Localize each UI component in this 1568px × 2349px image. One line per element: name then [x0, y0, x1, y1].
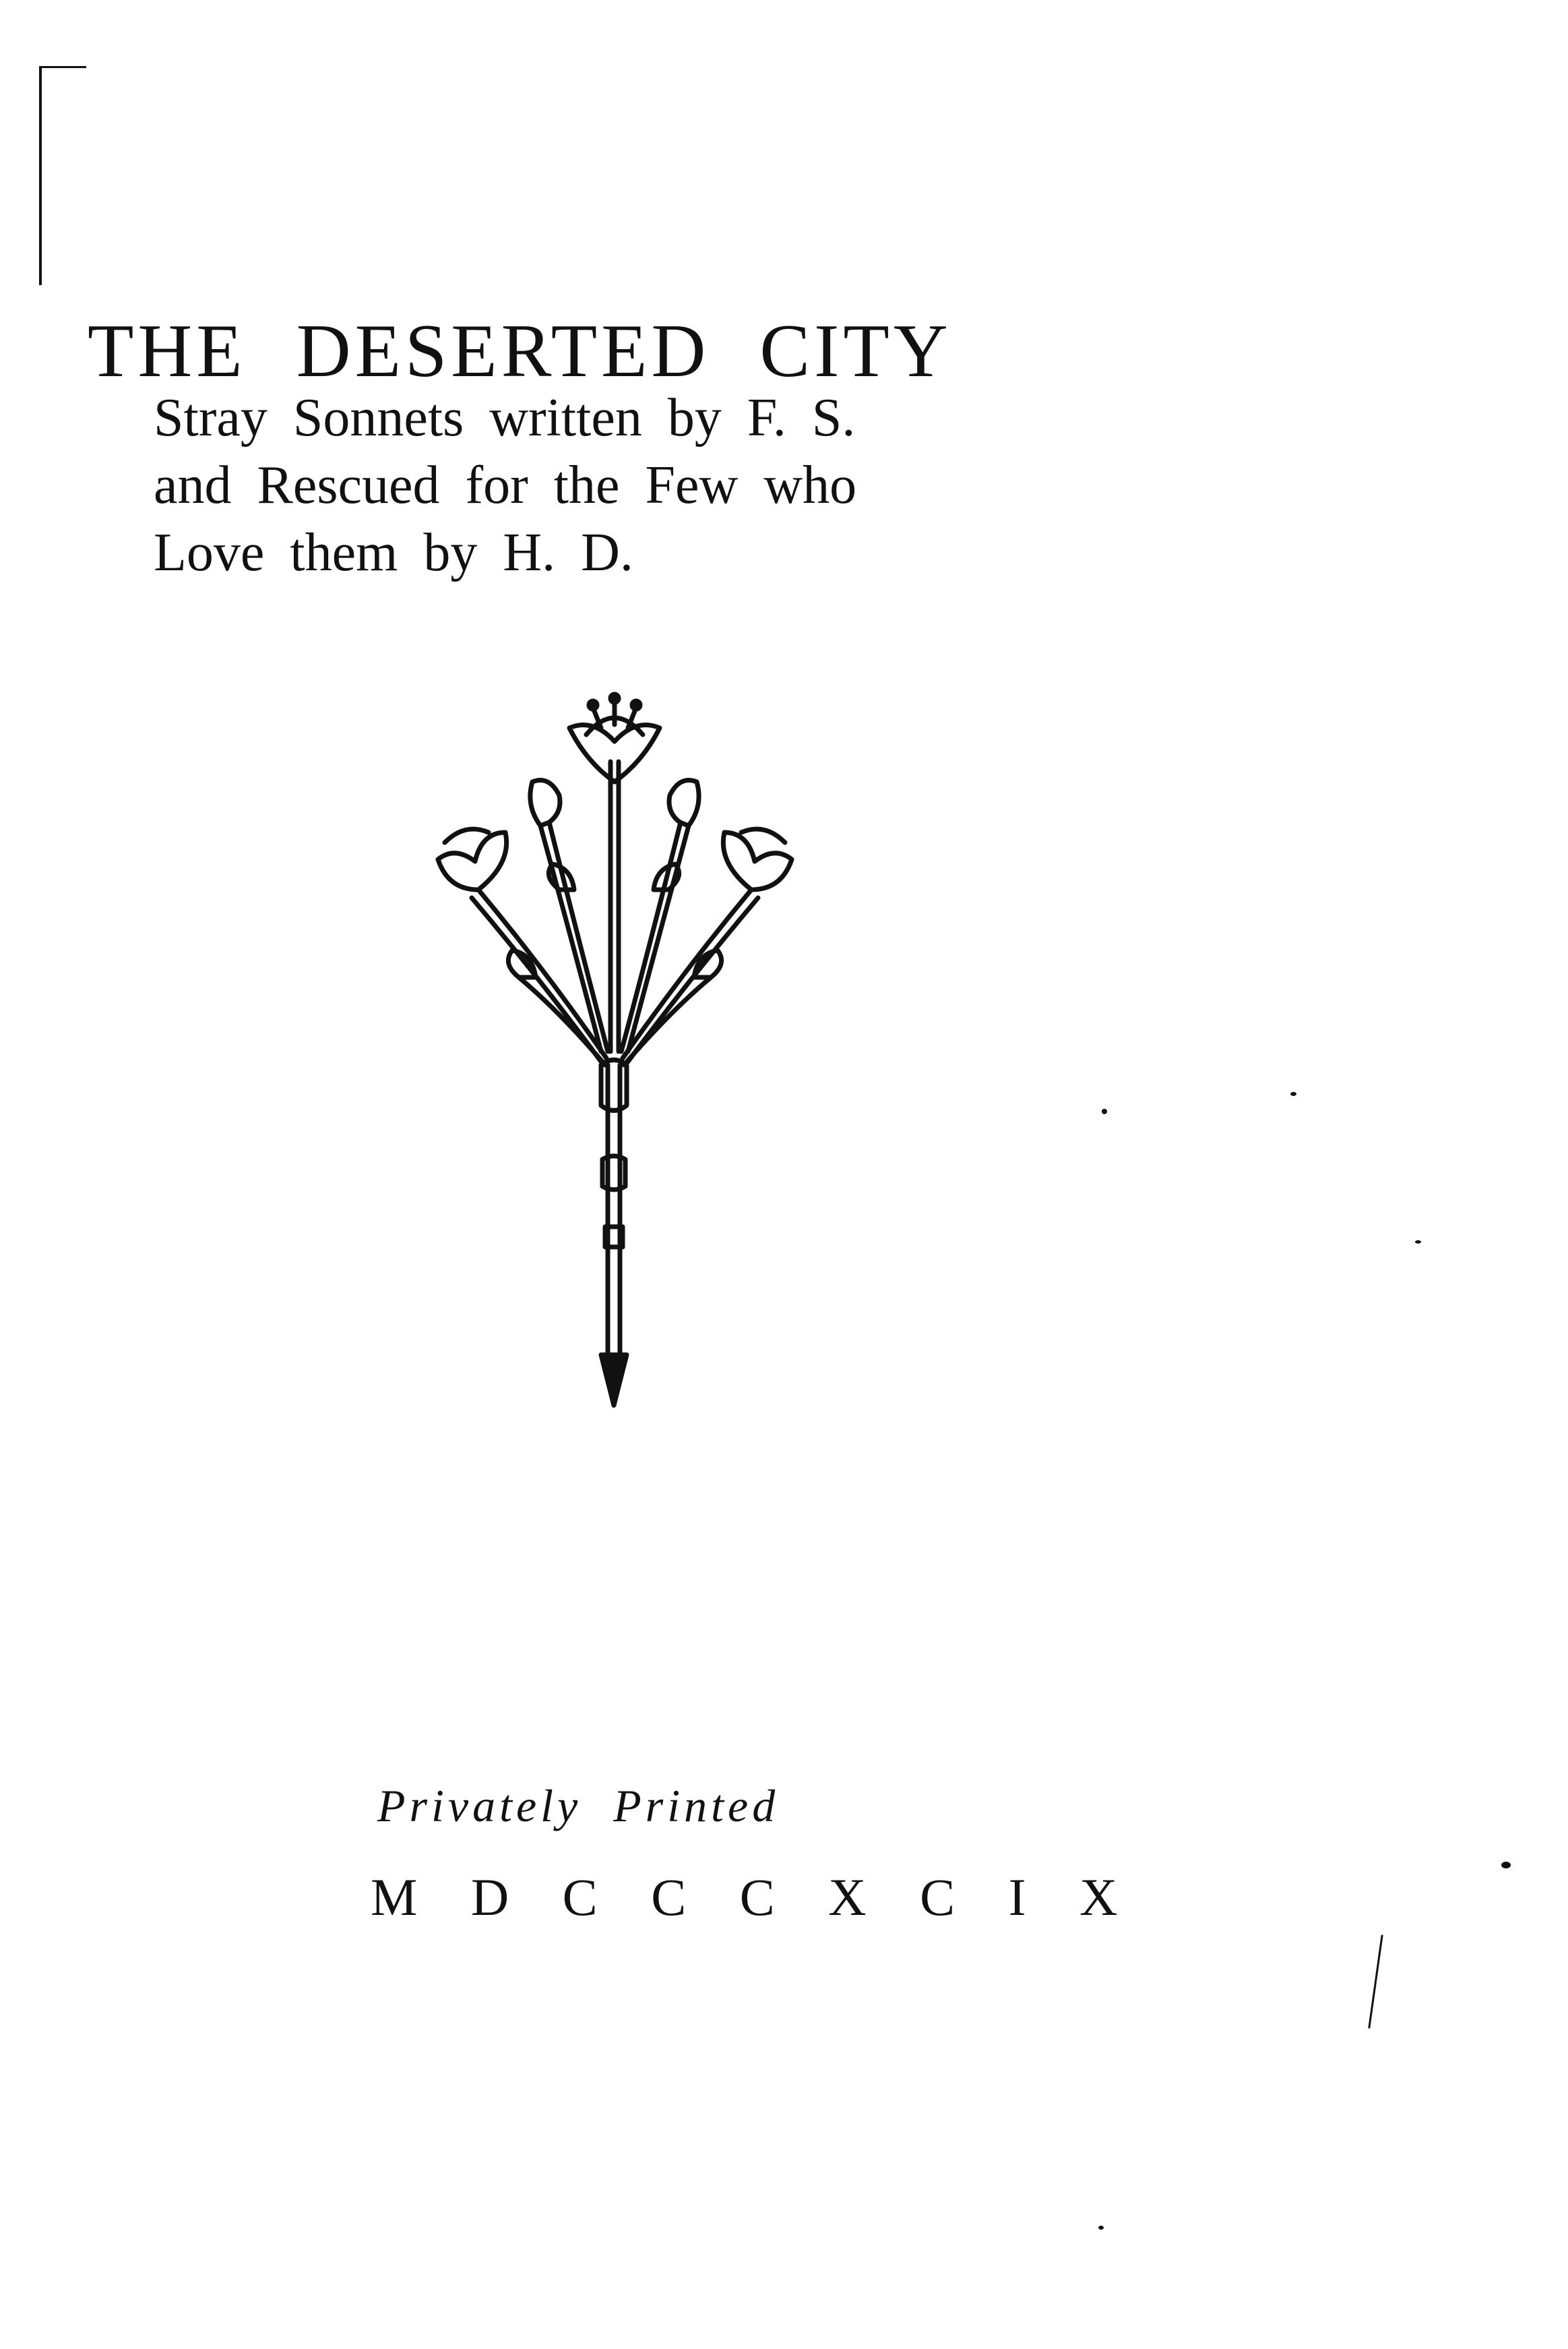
- ornament-branch: [540, 822, 608, 1051]
- scan-speck: [1102, 1109, 1107, 1114]
- ornament-branch: [621, 822, 689, 1051]
- publication-year: M D C C C X C I X: [371, 1868, 1138, 1926]
- scan-speck: [1501, 1862, 1511, 1868]
- ornament-flower-upper-left: [530, 781, 560, 826]
- scan-speck: [1290, 1092, 1296, 1096]
- ornament-flower-upper-right: [669, 781, 699, 826]
- scan-speck: [1415, 1240, 1421, 1244]
- subtitle-line: and Rescued for the Few who: [154, 456, 857, 515]
- scan-edge-mark-top: [39, 66, 86, 68]
- subtitle-line: Love them by H. D.: [154, 523, 633, 582]
- lily-flower-ornament-icon: [425, 688, 802, 1429]
- ornament-stamen: [593, 701, 636, 728]
- ornament-stamen-tip: [589, 701, 597, 709]
- scan-speck: [1098, 2226, 1104, 2230]
- ornament-branch: [610, 762, 619, 1051]
- imprint-line: Privately Printed: [377, 1780, 780, 1831]
- ornament-stamen-tip: [632, 701, 640, 709]
- ornament-tip: [601, 1355, 627, 1405]
- book-title: THE DESERTED CITY: [88, 309, 952, 394]
- scan-edge-mark: [39, 66, 42, 285]
- ornament-stamen-tip: [610, 694, 619, 702]
- ornament-stem-node: [601, 1060, 627, 1111]
- scan-speck: [1368, 1934, 1383, 2028]
- ornament-flower-top: [569, 725, 660, 783]
- subtitle-line: Stray Sonnets written by F. S.: [154, 388, 856, 448]
- subtitle-block: [154, 384, 1097, 586]
